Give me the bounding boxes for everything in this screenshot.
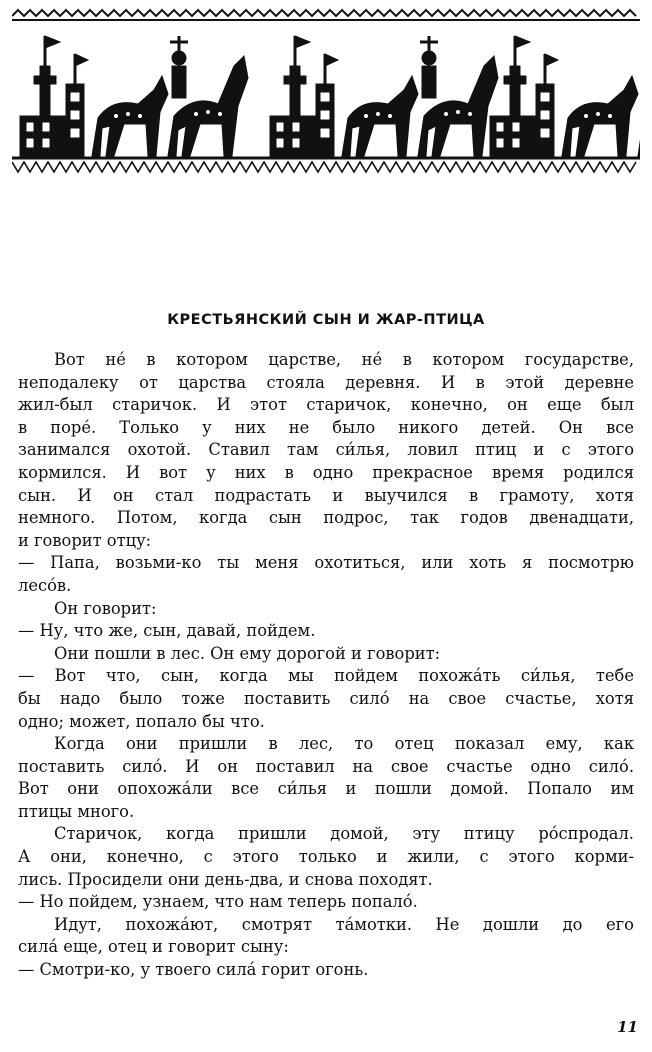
- text-line: Идут, похожа́ют, смотрят та́мотки. Не дошли до его: [54, 914, 634, 934]
- text-line: — Папа, возьми-ко ты меня охотиться, или хоть я посмотрю: [18, 553, 634, 573]
- text-line: птицы много.: [18, 801, 135, 821]
- text-line: и говорит отцу:: [18, 530, 152, 550]
- text-line: — Вот что, сын, когда мы пойдем похожа́ть си́лья, тебе: [18, 666, 634, 686]
- text-line: в поре́. Только у них не было никого детей. Он все: [18, 417, 634, 437]
- text-line: Он говорит:: [54, 598, 157, 618]
- text-line: — Но пойдем, узнаем, что нам теперь попало́.: [18, 892, 418, 912]
- story-text: [18, 349, 634, 982]
- text-line: Вот не́ в котором царстве, не́ в котором государстве,: [54, 350, 634, 369]
- text-line: бы надо было тоже поставить сило́ на свое счастье, хотя: [18, 688, 634, 708]
- text-line: лись. Просидели они день-два, и снова походят.: [18, 869, 433, 889]
- text-line: поставить сило́. И он поставил на свое счастье одно сило́.: [18, 756, 634, 776]
- text-line: Они пошли в лес. Он ему дорогой и говорит:: [54, 643, 441, 663]
- text-line: лесо́в.: [18, 575, 72, 595]
- text-line: одно; может, попало бы что.: [18, 711, 265, 731]
- text-line: А они, конечно, с этого только и жили, с этого корми-: [18, 847, 634, 867]
- text-line: Когда они пришли в лес, то отец показал ему, как: [54, 734, 634, 754]
- text-line: занимался охотой. Ставил там си́лья, ловил птиц и с этого: [18, 440, 634, 460]
- text-line: сын. И он стал подрастать и выучился в грамоту, хотя: [18, 485, 634, 505]
- text-line: жил-был старичок. И этот старичок, конечно, он еще был: [18, 395, 634, 415]
- text-line: Вот они опохожа́ли все си́лья и пошли домой. Попало им: [18, 779, 634, 799]
- text-line: неподалеку от царства стояла деревня. И в этой деревне: [18, 372, 634, 392]
- text-line: — Смотри-ко, у твоего сила́ горит огонь.: [18, 960, 369, 980]
- text-line: — Ну, что же, сын, давай, пойдем.: [18, 621, 316, 641]
- text-line: Старичок, когда пришли домой, эту птицу ро́спродал.: [54, 824, 634, 844]
- folk-ornament-border: [12, 6, 640, 186]
- text-line: сила́ еще, отец и говорит сыну:: [18, 937, 289, 957]
- story-title: КРЕСТЬЯНСКИЙ СЫН И ЖАР-ПТИЦА: [167, 312, 485, 328]
- text-line: кормился. И вот у них в одно прекрасное время родился: [18, 462, 634, 482]
- page-number: 11: [617, 1018, 638, 1036]
- text-line: немного. Потом, когда сын подрос, так годов двенадцати,: [18, 508, 634, 528]
